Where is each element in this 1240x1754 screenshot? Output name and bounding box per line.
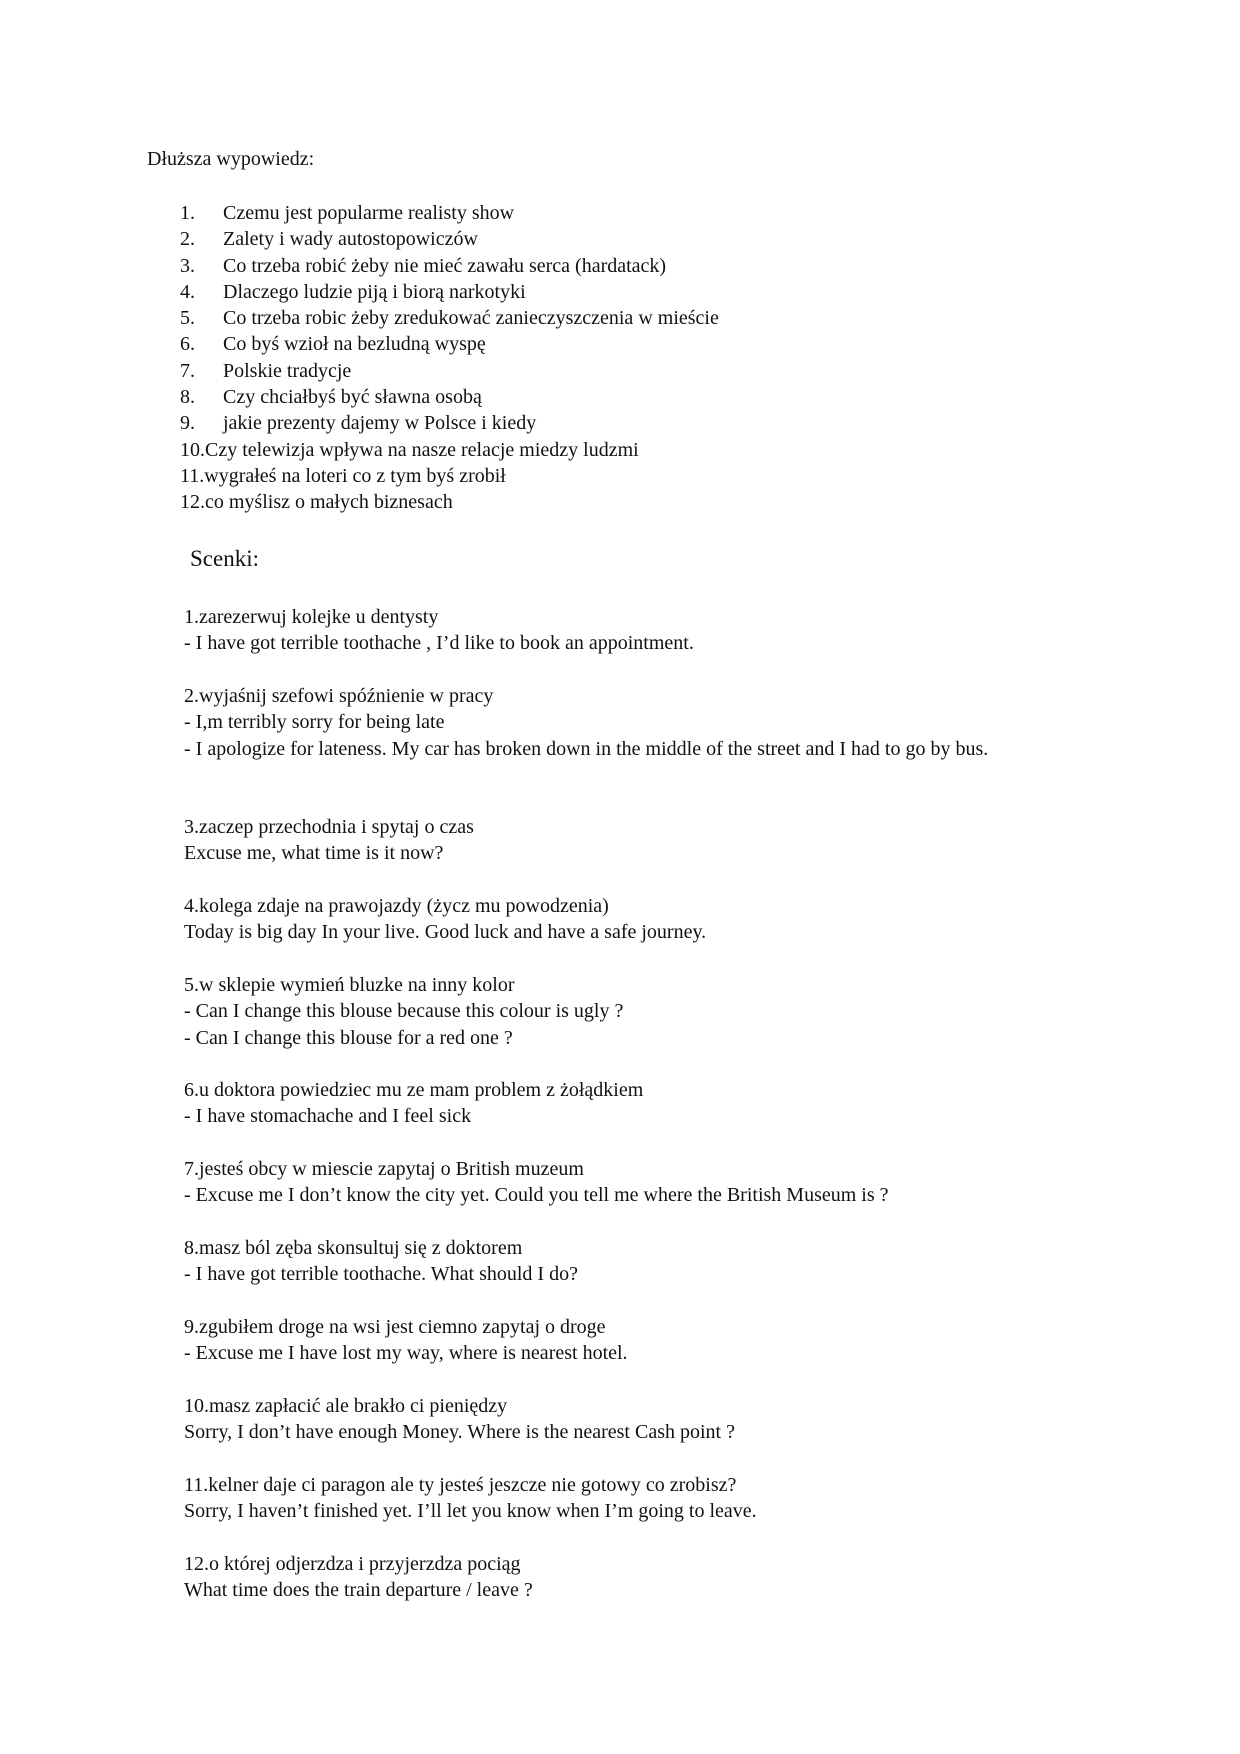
scene-response: Excuse me, what time is it now? (184, 842, 444, 865)
scene-block (184, 1077, 1064, 1130)
scene-response: - Excuse me I have lost my way, where is nearest hotel. (184, 1342, 628, 1365)
scene-response: Sorry, I don’t have enough Money. Where is the nearest Cash point ? (184, 1421, 735, 1444)
scene-title: 2.wyjaśnij szefowi spóźnienie w pracy (184, 685, 494, 707)
scene-response: - Can I change this blouse because this colour is ugly ? (184, 1000, 624, 1023)
topic-text: jakie prezenty dajemy w Polsce i kiedy (223, 412, 537, 435)
topic-text: Co byś wzioł na bezludną wyspę (223, 333, 486, 356)
topic-list (180, 200, 719, 516)
topic-item (180, 384, 719, 410)
topic-number: 11. (180, 464, 205, 487)
scene-title: 1.zarezerwuj kolejke u dentysty (184, 606, 439, 628)
scene-block (184, 972, 1064, 1051)
topic-item (180, 305, 719, 331)
topic-text: Zalety i wady autostopowiczów (223, 228, 478, 251)
topic-number: 5. (180, 307, 195, 330)
scene-response: - I have got terrible toothache. What should I do? (184, 1263, 578, 1286)
topic-text: co myślisz o małych biznesach (205, 491, 453, 514)
scene-title: 7.jesteś obcy w miescie zapytaj o British muzeum (184, 1158, 584, 1180)
scene-title: 4.kolega zdaje na prawojazdy (życz mu powodzenia) (184, 895, 609, 917)
scene-response: - I,m terribly sorry for being late (184, 711, 445, 734)
topic-number: 7. (180, 359, 195, 382)
topic-text: Czy chciałbyś być sławna osobą (223, 386, 482, 409)
scene-block (184, 893, 1064, 946)
scene-response: - I have got terrible toothache , I’d like to book an appointment. (184, 632, 694, 655)
topic-text: Dlaczego ludzie piją i biorą narkotyki (223, 280, 526, 303)
scene-title: 5.w sklepie wymień bluzke na inny kolor (184, 974, 515, 996)
scene-response: - Can I change this blouse for a red one ? (184, 1026, 513, 1049)
longer-speech-heading: Dłuższa wypowiedz: (147, 148, 315, 170)
scene-block (184, 683, 1064, 762)
scene-title: 6.u doktora powiedziec mu ze mam problem z żołądkiem (184, 1079, 644, 1101)
topic-item (180, 253, 719, 279)
topic-text: Czemu jest popularme realisty show (223, 202, 515, 224)
topic-item (180, 331, 719, 357)
topic-item (180, 437, 719, 463)
scene-block (184, 1314, 1064, 1367)
topic-text: Co trzeba robić żeby nie mieć zawału serca (hardatack) (223, 254, 667, 277)
scene-block (184, 1156, 1064, 1209)
scene-response: - I have stomachache and I feel sick (184, 1105, 472, 1128)
topic-item (180, 226, 719, 252)
topic-number: 2. (180, 228, 195, 251)
scene-response: What time does the train departure / leave ? (184, 1579, 533, 1602)
scene-title: 12.o której odjerzdza i przyjerzdza pociąg (184, 1553, 521, 1575)
topic-item (180, 200, 719, 226)
scene-block (184, 1235, 1064, 1288)
scene-response: Today is big day In your live. Good luck and have a safe journey. (184, 921, 707, 944)
topic-item (180, 279, 719, 305)
topic-number: 12. (180, 491, 205, 514)
topic-number: 9. (180, 412, 195, 435)
scene-block (184, 814, 1064, 867)
scene-response: - Excuse me I don’t know the city yet. Could you tell me where the British Museum is ? (184, 1184, 889, 1207)
scene-title: 3.zaczep przechodnia i spytaj o czas (184, 816, 474, 838)
topic-number: 6. (180, 333, 195, 356)
scene-title: 11.kelner daje ci paragon ale ty jesteś jeszcze nie gotowy co zrobisz? (184, 1474, 737, 1496)
topic-text: Co trzeba robic żeby zredukować zanieczyszczenia w mieście (223, 307, 719, 330)
topic-item (180, 489, 719, 515)
scene-title: 8.masz ból zęba skonsultuj się z doktorem (184, 1237, 523, 1259)
scene-title: 9.zgubiłem droge na wsi jest ciemno zapytaj o droge (184, 1316, 606, 1338)
scene-title: 10.masz zapłacić ale brakło ci pieniędzy (184, 1395, 508, 1417)
scene-block (184, 1472, 1064, 1525)
topic-number: 1. (180, 202, 195, 224)
topic-number: 10. (180, 438, 205, 461)
topic-item (180, 358, 719, 384)
scene-response: - I apologize for lateness. My car has broken down in the middle of the street and I had to go by bus. (184, 737, 989, 760)
scenes-heading: Scenki: (190, 546, 259, 571)
scene-block (184, 1393, 1064, 1446)
scene-block (184, 604, 1064, 657)
scene-response: Sorry, I haven’t finished yet. I’ll let you know when I’m going to leave. (184, 1500, 757, 1523)
topic-text: wygrałeś na loteri co z tym byś zrobił (204, 464, 506, 487)
topic-number: 3. (180, 254, 195, 277)
topic-number: 4. (180, 280, 195, 303)
topic-text: Czy telewizja wpływa na nasze relacje miedzy ludzmi (205, 438, 639, 461)
topic-item (180, 410, 719, 436)
topic-item (180, 463, 719, 489)
topic-text: Polskie tradycje (223, 359, 352, 382)
scene-block (184, 1551, 1064, 1604)
topic-number: 8. (180, 386, 195, 409)
